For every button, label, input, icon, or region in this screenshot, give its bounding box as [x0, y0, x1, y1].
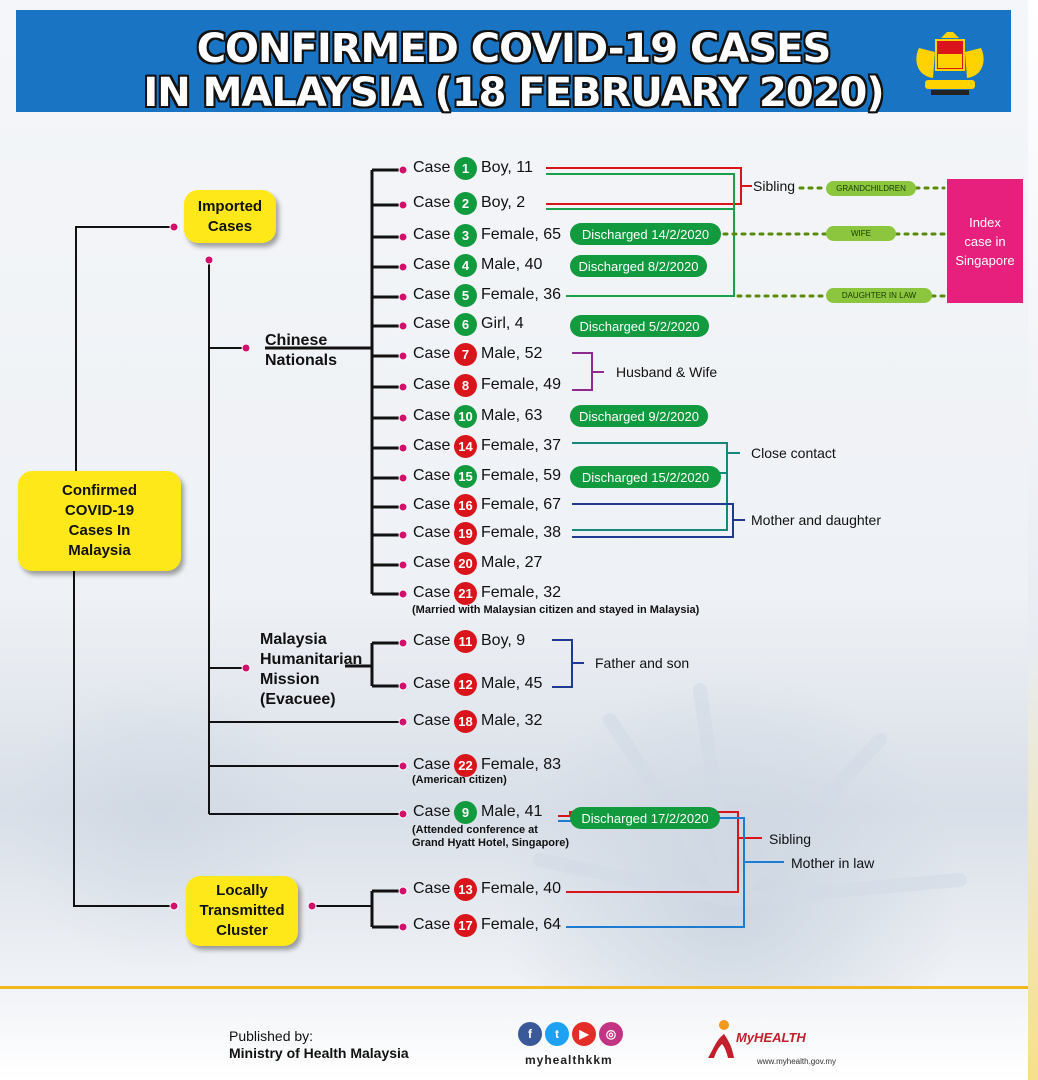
relation-husband-wife: Husband & Wife	[616, 364, 718, 380]
note-case-9: (Attended conference at Grand Hyatt Hotel, Singapore)	[412, 824, 570, 849]
myhealth-url: www.myhealth.gov.my	[757, 1057, 836, 1066]
case-number-badge: 18	[454, 710, 477, 733]
case-description: Male, 27	[481, 554, 543, 571]
case-row-13	[413, 877, 561, 901]
case-row-7	[413, 342, 542, 366]
case-row-1	[413, 156, 533, 180]
case-description: Male, 41	[481, 803, 543, 820]
case-description: Boy, 11	[481, 159, 533, 176]
case-number-badge: 5	[454, 284, 477, 307]
relation-sibling-2: Sibling	[769, 831, 812, 847]
relation-sibling-1: Sibling	[753, 178, 796, 194]
case-row-11	[413, 629, 525, 653]
branch-locally-transmitted-cluster: Locally Transmitted Cluster	[186, 876, 298, 946]
case-description: Girl, 4	[481, 315, 524, 332]
case-description: Female, 65	[481, 226, 562, 243]
relation-father-son: Father and son	[595, 655, 690, 671]
index-case-singapore-box: Index case in Singapore	[947, 179, 1023, 303]
case-word: Case	[413, 584, 451, 601]
case-word: Case	[413, 159, 451, 176]
case-number-badge: 1	[454, 157, 477, 180]
case-row-2	[413, 191, 525, 215]
case-word: Case	[413, 286, 451, 303]
case-number-badge: 16	[454, 494, 477, 517]
case-number-badge: 17	[454, 914, 477, 937]
root-node-confirmed-cases: Confirmed COVID-19 Cases In Malaysia	[18, 471, 181, 571]
discharged-pill-case-9: Discharged 17/2/2020	[570, 807, 720, 829]
case-number-badge: 6	[454, 313, 477, 336]
myhealth-runner-icon	[704, 1018, 738, 1064]
case-word: Case	[413, 226, 451, 243]
case-word: Case	[413, 315, 451, 332]
case-number-badge: 22	[454, 754, 477, 777]
case-number-badge: 3	[454, 224, 477, 247]
case-word: Case	[413, 880, 451, 897]
instagram-icon[interactable]: ◎	[599, 1022, 623, 1046]
case-description: Female, 36	[481, 286, 562, 303]
discharged-pill-case-10: Discharged 9/2/2020	[570, 405, 708, 427]
case-description: Female, 59	[481, 467, 562, 484]
case-word: Case	[413, 376, 451, 393]
case-word: Case	[413, 407, 451, 424]
case-number-badge: 13	[454, 878, 477, 901]
case-number-badge: 14	[454, 435, 477, 458]
case-row-12	[413, 672, 542, 696]
case-row-21	[413, 581, 561, 605]
case-number-badge: 8	[454, 374, 477, 397]
discharged-pill-case-15: Discharged 15/2/2020	[570, 466, 721, 488]
case-row-19	[413, 521, 561, 545]
case-number-badge: 19	[454, 522, 477, 545]
case-description: Female, 64	[481, 916, 562, 933]
case-word: Case	[413, 256, 451, 273]
relation-mother-in-law: Mother in law	[791, 855, 875, 871]
title-line-1: CONFIRMED COVID-19 CASES	[196, 26, 831, 72]
case-description: Female, 83	[481, 756, 562, 773]
case-number-badge: 20	[454, 552, 477, 575]
facebook-icon[interactable]: f	[518, 1022, 542, 1046]
case-number-badge: 15	[454, 465, 477, 488]
case-row-4	[413, 253, 542, 277]
tag-wife: WIFE	[826, 226, 896, 241]
case-description: Female, 49	[481, 376, 562, 393]
case-row-14	[413, 434, 561, 458]
branch-imported-cases: Imported Cases	[184, 190, 276, 243]
case-word: Case	[413, 756, 451, 773]
case-number-badge: 4	[454, 254, 477, 277]
case-word: Case	[413, 467, 451, 484]
case-row-17	[413, 913, 561, 937]
case-word: Case	[413, 437, 451, 454]
case-description: Female, 37	[481, 437, 562, 454]
case-row-10	[413, 404, 542, 428]
case-number-badge: 7	[454, 343, 477, 366]
case-word: Case	[413, 524, 451, 541]
relation-mother-daughter: Mother and daughter	[751, 512, 881, 528]
case-word: Case	[413, 194, 451, 211]
case-row-6	[413, 312, 524, 336]
case-row-5	[413, 283, 561, 307]
case-word: Case	[413, 345, 451, 362]
case-number-badge: 21	[454, 582, 477, 605]
group-humanitarian-mission: Malaysia Humanitarian Mission (Evacuee)	[260, 631, 363, 708]
publisher-credit	[229, 1028, 409, 1062]
tag-grandchildren: GRANDCHILDREN	[826, 181, 916, 196]
case-number-badge: 9	[454, 801, 477, 824]
case-word: Case	[413, 712, 451, 729]
case-description: Male, 45	[481, 675, 543, 692]
note-case-22: (American citizen)	[412, 774, 507, 786]
group-chinese-nationals: Chinese Nationals	[265, 332, 338, 369]
case-number-badge: 10	[454, 405, 477, 428]
note-case-21: (Married with Malaysian citizen and stayed in Malaysia)	[412, 604, 700, 616]
case-description: Male, 52	[481, 345, 543, 362]
case-number-badge: 2	[454, 192, 477, 215]
case-description: Boy, 9	[481, 632, 526, 649]
discharged-pill-case-6: Discharged 5/2/2020	[570, 315, 709, 337]
right-decorative-strip	[1028, 0, 1038, 1080]
case-row-8	[413, 373, 561, 397]
case-description: Female, 32	[481, 584, 562, 601]
case-description: Male, 63	[481, 407, 543, 424]
case-word: Case	[413, 496, 451, 513]
case-row-3	[413, 223, 561, 247]
relation-close-contact: Close contact	[751, 445, 836, 461]
ministry-name: Ministry of Health Malaysia	[229, 1045, 409, 1061]
case-row-15	[413, 464, 561, 488]
case-description: Female, 38	[481, 524, 562, 541]
youtube-icon[interactable]: ▶	[572, 1022, 596, 1046]
case-number-badge: 12	[454, 673, 477, 696]
published-by-label: Published by:	[229, 1028, 314, 1044]
title-line-2: IN MALAYSIA (18 FEBRUARY 2020)	[143, 70, 884, 116]
case-row-9	[413, 800, 542, 824]
case-word: Case	[413, 675, 451, 692]
social-handle: myhealthkkm	[525, 1053, 613, 1067]
case-description: Male, 40	[481, 256, 543, 273]
myhealth-brand: MyHEALTH	[736, 1030, 806, 1045]
footer-divider	[0, 986, 1028, 989]
case-description: Female, 67	[481, 496, 562, 513]
social-icons	[518, 1022, 623, 1046]
tag-daughter-in-law: DAUGHTER IN LAW	[826, 288, 932, 303]
discharged-pill-case-4: Discharged 8/2/2020	[570, 255, 707, 277]
case-word: Case	[413, 554, 451, 571]
case-description: Female, 40	[481, 880, 562, 897]
case-number-badge: 11	[454, 630, 477, 653]
case-word: Case	[413, 632, 451, 649]
discharged-pill-case-3: Discharged 14/2/2020	[570, 223, 721, 245]
case-description: Male, 32	[481, 712, 543, 729]
case-description: Boy, 2	[481, 194, 526, 211]
case-word: Case	[413, 916, 451, 933]
case-word: Case	[413, 803, 451, 820]
case-row-16	[413, 493, 561, 517]
twitter-icon[interactable]: t	[545, 1022, 569, 1046]
case-row-18	[413, 709, 542, 733]
case-row-20	[413, 551, 542, 575]
